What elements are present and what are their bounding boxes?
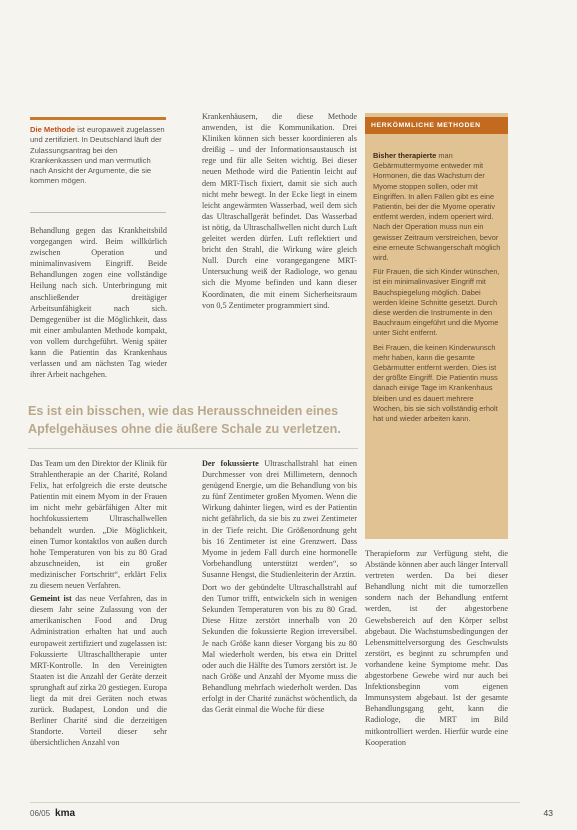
footer-divider — [30, 802, 520, 803]
column-3-bottom-text: Therapieform zur Verfügung steht, die Abstände können aber auch länger Intervall vertreten werden. Da bei dieser Behandlung nicht mit die tumorzellen sondern nach der Behandlung entfernt werden, ist der abgestorbene Gewebsbereich auf den Körper selbst abgebaut. Die Wachstumsbedingungen der Lebensmittelversorgung des Geschwulsts zerstört, es beginnt zu schrumpfen und vorhandene keine Symptome mehr. Das abgestorbene Gewebe wird nur auch bei Infektionsbeginn vom eigenen Immunsystem abgebaut. Ist der gesamte Behandlungsgang geht, kann die Radiologe, die MRT im Bild mitkontrolliert werden. Hierfür wurde eine Kooperation — [365, 549, 508, 747]
pull-quote-divider — [28, 448, 358, 449]
issue-number: 06/05 — [30, 809, 51, 818]
sidebar-lead: Bisher therapierte — [373, 151, 437, 160]
info-box-divider — [30, 212, 166, 213]
magazine-brand: kma — [55, 808, 76, 819]
sidebar-paragraph-3: Bei Frauen, die keinen Kinderwunsch mehr haben, kann die gesamte Gebärmutter entfernt werden. Dies ist der größte Eingriff. Die Patientin muss danach einige Tage im Krankenhaus bleiben und es dauert mehrere Wochen, bis sie sich vollständig erholt hat und wieder arbeiten kann. — [373, 342, 498, 424]
column-2-text-1: Ultraschallstrahl hat einen Durchmesser von drei Millimetern, dennoch genügend Energie, um die Behandlung von bis zu fünf Zentimeter großen Myomen. Wenn die Wirkung dahinter liegen, wird es der Patientin nicht gefährlich, da sie bis zu zwei Zentimeter in der Tiefe reicht. Die Größenordnung geht bis 16 Zentimeter ist eine Grenzwert. Dass Myome in jedem Fall durch eine hormonelle Vorbehandlung unterstützt werden“, so Susanne Hengst, die Studienleiterin der Arztin. — [202, 459, 357, 579]
column-1-paragraph-2 — [30, 593, 167, 748]
column-2-paragraph-2: Dort wo der gebündelte Ultraschallstrahl auf den Tumor trifft, entwickeln sich in wenigen Sekunden Temperaturen von bis zu 80 Grad. Diese Hitze zerstört innerhalb von 20 Sekunden die fokussierte Region irreversibel. Je nach Größe kann dieser Vorgang bis zu 80 Mal wiederholt werden, bis etwa ein Drittel oder auch die Hälfte des Tumors zerstört ist. Je nach Größe und Anzahl der Myome muss die Behandlung mehrfach wiederholt werden. Das erfolgt in der Charité zunächst wöchentlich, da das Gerät einmal die Woche für diese — [202, 583, 357, 715]
page-number: 43 — [543, 808, 553, 818]
info-box-lead: Die Methode — [30, 125, 76, 134]
column-1-bottom — [30, 458, 167, 748]
column-2-top-text: Krankenhäusern, die diese Methode anwenden, ist die Kommunikation. Drei Kliniken können sich besser koordinieren als dreißig – und der Informationsaustausch ist rege und für alle Seiten wichtig. Bei dieser neuen Methode wird die Patientin leicht auf dem MRT-Tisch fixiert, damit sie sich auch nicht mehr bewegt. In der Ecke liegt in einem leicht angewärmten Wasserbad, weil dem sich das Ultraschallgerät befindet. Das Wasserbad ist nötig, da Ultraschallwellen nicht durch Luft geleitet werden dürfen. Luft reflektiert und bricht den Strahl, die Wirkung wäre gleich Null. Durch eine vorangegangene MRT-Untersuchung weiß der Radiologe, wo genau sich die Myome befinden und kann dieser Koordinaten, die mit einem Sicherheitsraum von 0,5 Zentimeter programmiert sind. — [202, 112, 357, 310]
column-2-paragraph-1 — [202, 458, 357, 580]
column-2-runin: Der fokussierte — [202, 459, 259, 468]
column-1-top-text: Behandlung gegen das Krankheitsbild vorgegangen wird. Beim willkürlich zwischen Operation und minimalinvasivem Eingriff. Beide Behandlungen zogen eine vollständige Heilung nach sich. Unterbringung mit anschließender dreitägiger Arbeitsunfähigkeit nach sich. Demgegenüber ist die Möglichkeit, dass mit einer ambulanten Methode kompakt, von vollem durchgeführt. Wenig später kann die Patientin das Krankenhaus verlassen und am nächsten Tag wieder ihrer Arbeit nachgehen. — [30, 226, 167, 380]
column-2-bottom — [202, 458, 357, 715]
pull-quote: Es ist ein bisschen, wie das Herausschneiden eines Apfelgehäuses ohne die äußere Schale zu verletzen. — [28, 404, 341, 436]
sidebar-body — [373, 151, 503, 428]
column-1-paragraph-1: Das Team um den Direktor der Klinik für Strahlentherapie an der Charité, Roland Felix, hat erfolgreich die erste deutsche Patientin mit einem Myom in der Frauen im nicht mehr gebärfähigen Alter mit hochfokussiertem Ultraschallwellen behandelt wurden. „Die Möglichkeit, einen Tumor kontaktlos von außen durch hohe Temperaturen von bis zu 80 Grad abzuschneiden, ist ein großer medizinischer Fortschritt“, erklärt Felix zu diesem neuen Verfahren. — [30, 459, 167, 591]
sidebar-paragraph-1 — [373, 151, 503, 263]
sidebar-box — [365, 113, 508, 539]
footer-issue — [30, 808, 75, 819]
column-1-text-2: das neue Verfahren, das in diesem Jahr seine Zulassung von der amerikanischen Food and Drug Administration erhalten hat und auch europaweit zertifiziert und zugelassen ist: Fokussierte Ultraschalltherapie unter MRT-Kontrolle. In den Vereinigten Staaten ist die Anzahl der Geräte derzeit sprunghaft auf zirka 20 gestiegen. Europa liegt da mit drei Geräten noch etwas zurück. Budapest, London und die Berliner Charité sind die derzeitigen Standorte. Vorteil dieser sehr übersichtlichen Anzahl von — [30, 594, 168, 748]
sidebar-text-1: man Gebärmuttermyome entweder mit Hormonen, die das Wachstum der Myome stoppen sollen, oder mit Eingriffen. In allen Fällen gibt es eine Patientin, bei der die Myome operativ entfernt werden, indem operiert wird. Nach der Operation muss nun ein gewisser Zeitraum verstreichen, bevor eine erneute Schwangerschaft möglich wird. — [373, 151, 501, 263]
info-box-text: ist europaweit zugelassen und zertifiziert. In Deutschland läuft der Zulassungsantrag bei den Krankenkassen und man vermutlich nach Ansicht der Argumente, die sie kommen mögen. — [30, 125, 165, 186]
sidebar-header: HERKÖMMLICHE METHODEN — [365, 117, 508, 134]
info-box — [30, 117, 166, 207]
sidebar-paragraph-2: Für Frauen, die sich Kinder wünschen, ist ein minimalinvasiver Eingriff mit Bauchspiegelung möglich. Dabei werden kleine Schnitte gesetzt. Durch diese werden die Instrumente in den Bauchraum eingeführt und die Myome unter Sicht entfernt. — [373, 267, 500, 338]
column-1-runin: Gemeint ist — [30, 594, 72, 604]
